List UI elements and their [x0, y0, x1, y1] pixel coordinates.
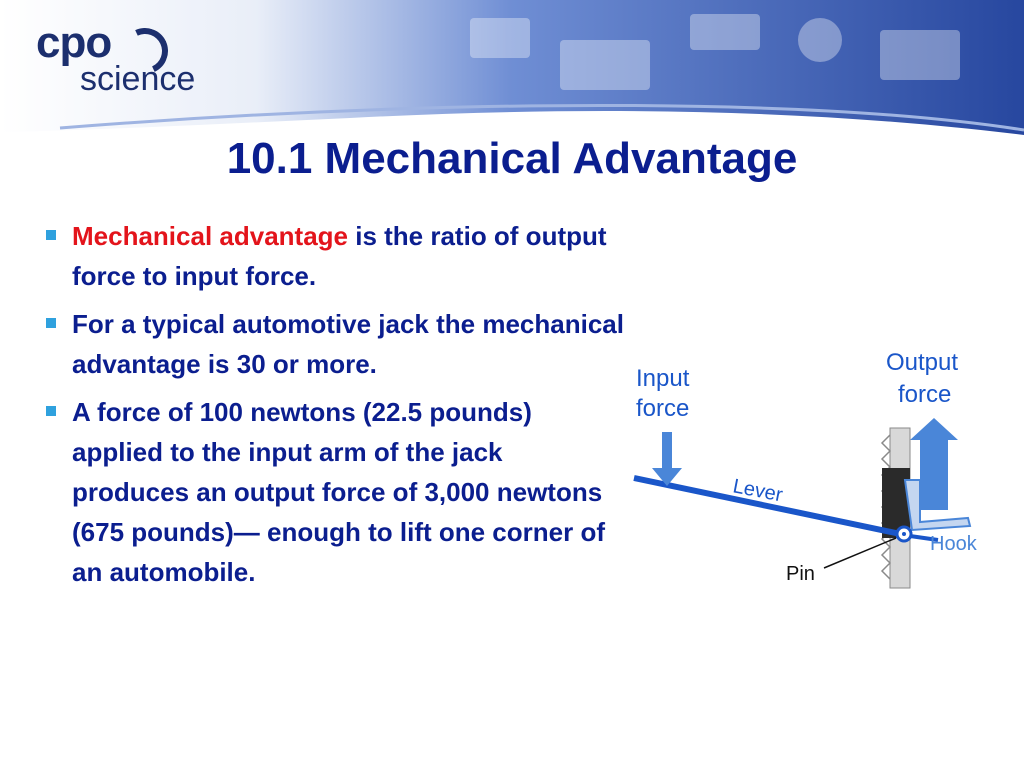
input-force-label-line2: force [636, 395, 690, 422]
bullet-square-icon [46, 406, 56, 416]
slide-title: 10.1 Mechanical Advantage [226, 134, 798, 183]
output-force-label-line2: force [898, 381, 952, 408]
bullet-text: is the ratio of output force to input force. [72, 221, 607, 291]
bullet-item [46, 392, 626, 592]
hook-label: Hook [930, 533, 977, 555]
pin-dot [902, 532, 906, 536]
jack-lever-diagram [620, 340, 1010, 600]
pin-leader-line [824, 538, 896, 568]
bullet-list [46, 216, 626, 600]
cpo-science-logo [36, 18, 226, 104]
bullet-item [46, 216, 626, 296]
logo-cpo-text: cpo [36, 18, 112, 67]
bullet-term: Mechanical advantage [72, 221, 348, 251]
bullet-square-icon [46, 230, 56, 240]
lever-label: Lever [731, 475, 785, 507]
logo-science-text: science [80, 60, 196, 98]
output-force-label-line1: Output [886, 349, 959, 376]
bullet-text: A force of 100 newtons (22.5 pounds) applied to the input arm of the jack produces an output force of 3,000 newtons (675 pounds)— enough to lift one corner of an automobile. [72, 397, 605, 587]
bullet-square-icon [46, 318, 56, 328]
input-force-arrow-icon [652, 432, 682, 486]
input-force-label-line1: Input [636, 365, 690, 392]
pin-label: Pin [786, 563, 815, 585]
bullet-text: For a typical automotive jack the mechanical advantage is 30 or more. [72, 309, 624, 379]
bullet-item [46, 304, 626, 384]
